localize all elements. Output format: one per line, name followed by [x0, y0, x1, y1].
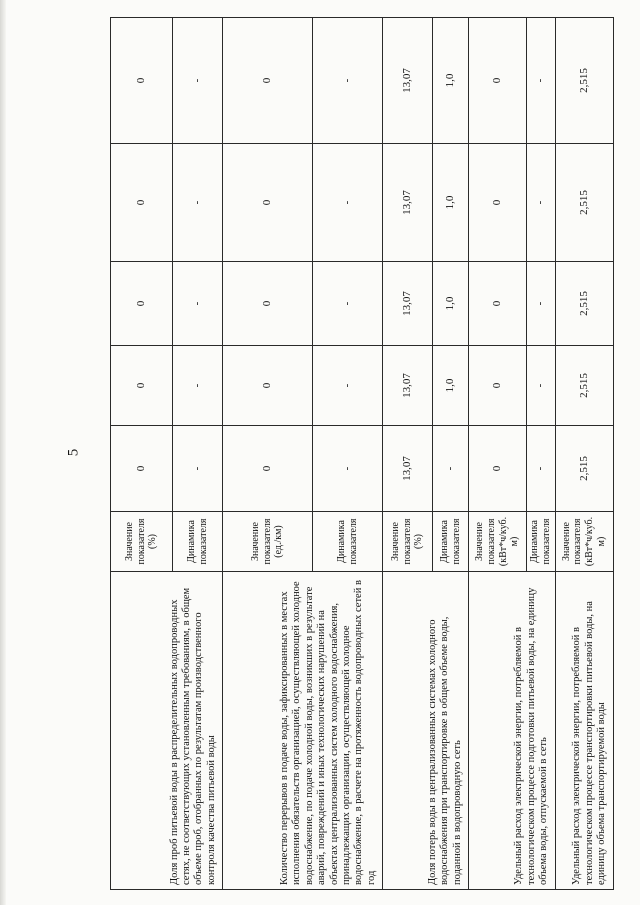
dynamics-label: Динамика показателя	[527, 512, 556, 572]
dynamics-cell: -	[313, 262, 383, 346]
dynamics-cell: -	[173, 18, 223, 144]
value-label: Значение показателя (%)	[383, 512, 433, 572]
value-cell: 0	[469, 262, 527, 346]
value-cell: 13,07	[383, 346, 433, 426]
dynamics-cell: 1,0	[433, 144, 469, 262]
dynamics-cell: 1,0	[433, 18, 469, 144]
value-label: Значение показателя (кВт*ч/куб. м)	[555, 512, 613, 572]
dynamics-label: Динамика показателя	[173, 512, 223, 572]
value-cell: 13,07	[383, 144, 433, 262]
dynamics-label: Динамика показателя	[433, 512, 469, 572]
dynamics-cell: -	[527, 262, 556, 346]
value-cell: 2,515	[555, 346, 613, 426]
indicator-row	[111, 18, 173, 890]
value-cell: 0	[469, 346, 527, 426]
indicator-row	[555, 18, 613, 890]
dynamics-cell: -	[173, 426, 223, 512]
dynamics-cell: -	[173, 262, 223, 346]
value-cell: 0	[469, 18, 527, 144]
value-cell: 0	[111, 144, 173, 262]
dynamics-cell: -	[527, 18, 556, 144]
value-cell: 13,07	[383, 426, 433, 512]
indicator-row	[469, 18, 527, 890]
indicator-row	[383, 18, 433, 890]
scan-edge	[0, 0, 6, 905]
value-label: Значение показателя (%)	[111, 512, 173, 572]
indicator-name: Количество перерывов в подаче воды, зафиксированных в местах исполнения обязательств организацией, осуществляющей холодное водоснабжение, по подаче холодной воды, возникших в результате аварий, повреждений и иных технологических нарушений на объектах централизованных систем холодного водоснабжения, принадлежащих организации, осуществляющей холодное водоснабжение, в расчете на протяженность водопроводных сетей в год	[223, 572, 383, 890]
dynamics-cell: -	[527, 346, 556, 426]
value-cell: 0	[111, 262, 173, 346]
value-cell: 0	[223, 346, 313, 426]
dynamics-cell: -	[173, 144, 223, 262]
dynamics-cell: 1,0	[433, 346, 469, 426]
indicator-name: Доля потерь воды в централизованных системах холодного водоснабжения при транспортировке в общем объеме воды, поданной в водопроводную сеть	[383, 572, 469, 890]
dynamics-cell: -	[173, 346, 223, 426]
value-cell: 2,515	[555, 262, 613, 346]
indicator-name: Удельный расход электрической энергии, потребляемой в технологическом процессе транспортировки питьевой воды, на единицу объема транспортируемой воды	[555, 572, 613, 890]
dynamics-cell: -	[433, 426, 469, 512]
value-cell: 0	[469, 426, 527, 512]
value-cell: 2,515	[555, 426, 613, 512]
value-cell: 0	[469, 144, 527, 262]
dynamics-cell: -	[313, 426, 383, 512]
indicator-name: Удельный расход электрической энергии, потребляемой в технологическом процессе подготовки питьевой воды, на единицу объема воды, отпускаемой в сеть	[469, 572, 556, 890]
value-cell: 0	[111, 18, 173, 144]
value-cell: 0	[223, 144, 313, 262]
dynamics-cell: -	[313, 18, 383, 144]
page-number: 5	[65, 448, 82, 457]
value-cell: 0	[111, 426, 173, 512]
value-label: Значение показателя (ед./км)	[223, 512, 313, 572]
dynamics-cell: -	[313, 346, 383, 426]
value-cell: 13,07	[383, 262, 433, 346]
value-cell: 2,515	[555, 18, 613, 144]
value-cell: 0	[223, 426, 313, 512]
value-cell: 0	[223, 18, 313, 144]
dynamics-label: Динамика показателя	[313, 512, 383, 572]
value-cell: 0	[111, 346, 173, 426]
dynamics-cell: 1,0	[433, 262, 469, 346]
rotated-table-wrapper	[110, 18, 610, 890]
value-label: Значение показателя (кВт*ч/куб. м)	[469, 512, 527, 572]
indicator-row	[223, 18, 313, 890]
indicators-table	[110, 17, 614, 890]
value-cell: 13,07	[383, 18, 433, 144]
dynamics-cell: -	[313, 144, 383, 262]
dynamics-cell: -	[527, 426, 556, 512]
indicator-name: Доля проб питьевой воды в распределительных водопроводных сетях, не соответствующих установленным требованиям, в общем объеме проб, отобранных по результатам производственного контроля качества питьевой воды	[111, 572, 223, 890]
dynamics-cell: -	[527, 144, 556, 262]
value-cell: 0	[223, 262, 313, 346]
value-cell: 2,515	[555, 144, 613, 262]
